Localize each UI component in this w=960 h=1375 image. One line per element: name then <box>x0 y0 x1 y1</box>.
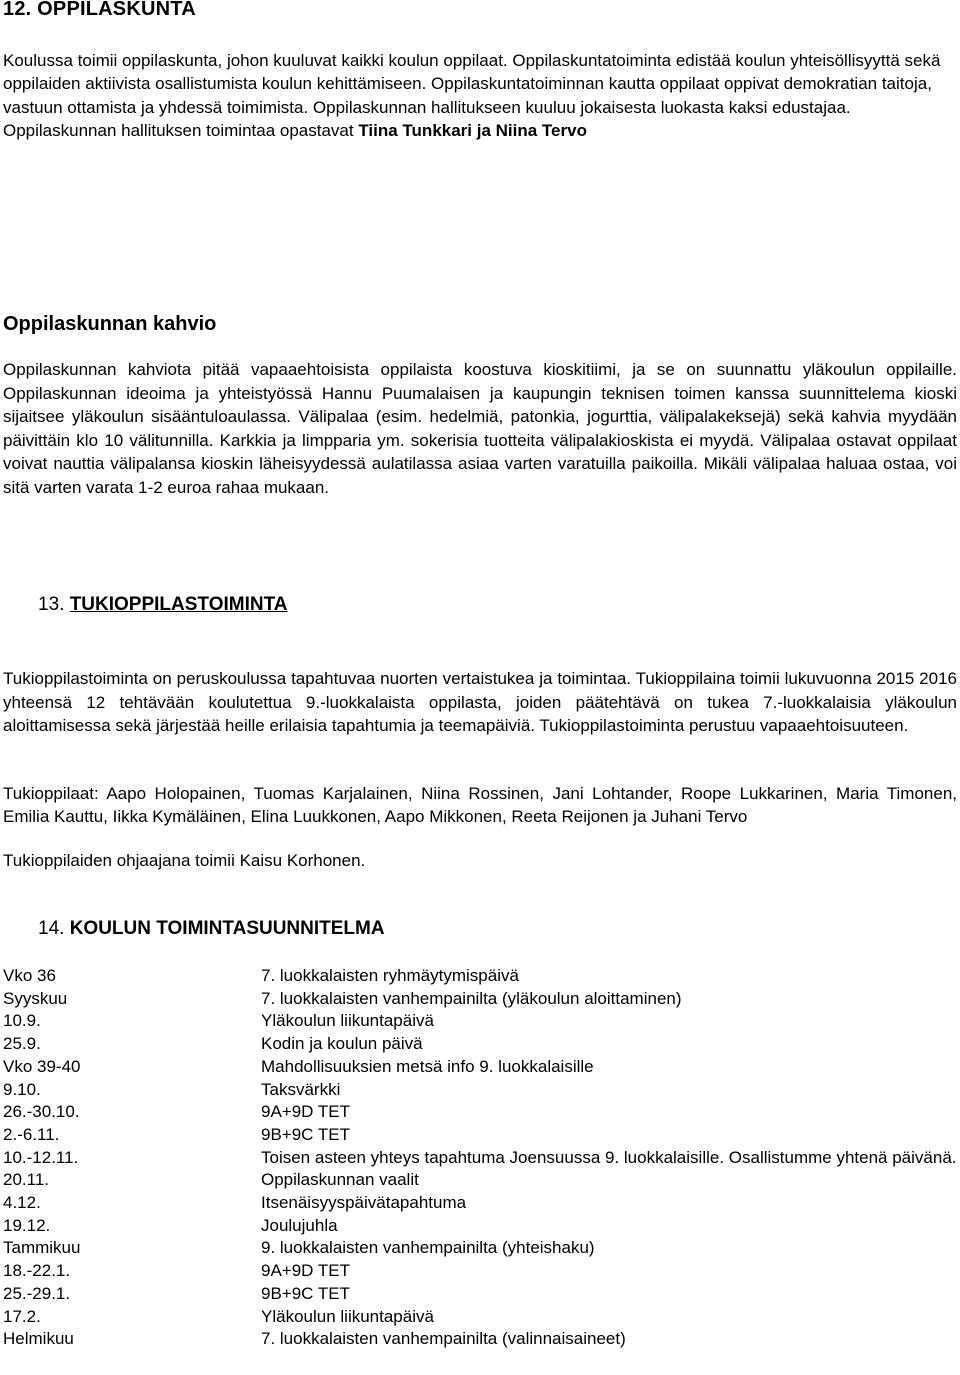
schedule-row <box>3 1079 960 1102</box>
section-13-title: TUKIOPPILASTOIMINTA <box>69 594 288 615</box>
schedule-event: Oppilaskunnan vaalit <box>261 1170 419 1190</box>
schedule-row <box>3 1260 960 1283</box>
schedule-event: 9B+9C TET <box>261 1124 350 1144</box>
schedule-date: Helmikuu <box>3 1329 74 1349</box>
section-12-text: Koulussa toimii oppilaskunta, johon kuuluvat kaikki koulun oppilaat. Oppilaskuntatoiminta edistää koulun yhteisöllisyyttä sekä oppilaiden aktiivista osallistumista koulun kehittämiseen. Oppilaskuntatoiminnan kautta oppilaat oppivat demokratian taitoja, vastuun ottamista ja yhdessä toimimista. Oppilaskunnan hallitukseen kuuluu jokaisesta luokasta kaksi edustajaa. Oppilaskunnan hallituksen toimintaa opastavat <box>3 51 941 140</box>
schedule-date: 25.9. <box>3 1034 41 1054</box>
schedule-date: 25.-29.1. <box>3 1283 71 1303</box>
schedule-date: 18.-22.1. <box>3 1261 71 1281</box>
section-13-paragraph-1: Tukioppilastoiminta on peruskoulussa tapahtuvaa nuorten vertaistukea ja toimintaa. Tukioppilaina toimii lukuvuonna 2015 2016 yhteensä 12 tehtävään koulutettua 9.-luokkalaista oppilasta, joiden päätehtävä on tukea 7.-luokkalaisia yläkoulun aloittamisessa sekä järjestää heille erilaisia tapahtumia ja teemapäiviä. Tukioppilastoiminta perustuu vapaaehtoisuuteen. <box>3 669 957 735</box>
section-13-paragraph-3: Tukioppilaiden ohjaajana toimii Kaisu Korhonen. <box>3 851 366 870</box>
section-14-heading <box>38 918 385 940</box>
schedule-event: Toisen asteen yhteys tapahtuma Joensuussa 9. luokkalaisille. Osallistumme yhtenä päivänä. <box>261 1147 957 1167</box>
schedule-event: Kodin ja koulun päivä <box>261 1034 423 1054</box>
schedule-date: 10.-12.11. <box>3 1147 79 1167</box>
schedule-row <box>3 1169 960 1192</box>
schedule-event: 7. luokkalaisten ryhmäytymispäivä <box>261 966 519 985</box>
schedule-row <box>3 1328 960 1351</box>
schedule-event: 7. luokkalaisten vanhempainilta (yläkoulun aloittaminen) <box>261 988 682 1008</box>
schedule-row <box>3 1237 960 1260</box>
schedule-date: Vko 36 <box>3 966 56 985</box>
schedule-row <box>3 1215 960 1238</box>
schedule-row <box>3 1147 960 1170</box>
schedule-date: Tammikuu <box>3 1238 81 1258</box>
schedule-date: 10.9. <box>3 1011 41 1031</box>
section-13-number: 13. <box>38 594 65 615</box>
schedule-row <box>3 1306 960 1329</box>
schedule-row <box>3 1124 960 1147</box>
schedule-event: Joulujuhla <box>261 1215 338 1235</box>
schedule-event: Taksvärkki <box>261 1079 341 1099</box>
schedule-row <box>3 965 960 988</box>
schedule-date: 26.-30.10. <box>3 1102 80 1122</box>
schedule-date: 20.11. <box>3 1170 50 1190</box>
kahvio-paragraph: Oppilaskunnan kahviota pitää vapaaehtoisista oppilaista koostuva kioskitiimi, ja se on suunnattu yläkoulun oppilaille. Oppilaskunnan ideoima ja yhteistyössä Hannu Puumalaisen ja kaupungin teknisen toimen kanssa suunnittelema kioski sijaitsee yläkoulun sisääntuloaulassa. Välipalaa (esim. hedelmiä, patonkia, jogurttia, välipalakeksejä) sekä kahvia myydään päivittäin klo 10 välitunnilla. Karkkia ja limpparia ym. sokerisia tuotteita välipalakioskista ei myydä. Välipalaa ostavat oppilaat voivat nauttia välipalansa kioskin läheisyydessä aulatilassa asiaa varten varatuilla paikoilla. Mikäli välipalaa haluaa ostaa, voi sitä varten varata 1-2 euroa rahaa mukaan. <box>3 360 957 497</box>
section-12-paragraph <box>3 49 957 142</box>
section-13-paragraph-2: Tukioppilaat: Aapo Holopainen, Tuomas Karjalainen, Niina Rossinen, Jani Lohtander, Roope Lukkarinen, Maria Timonen, Emilia Kauttu, Iikka Kymäläinen, Elina Luukkonen, Aapo Mikkonen, Reeta Reijonen ja Juhani Tervo <box>3 784 957 826</box>
schedule-date: 4.12. <box>3 1193 41 1213</box>
schedule-event: Itsenäisyyspäivätapahtuma <box>261 1193 467 1213</box>
section-12-advisors: Tiina Tunkkari ja Niina Tervo <box>358 120 587 140</box>
schedule-event: Yläkoulun liikuntapäivä <box>261 1306 434 1326</box>
schedule-date: 17.2. <box>3 1306 41 1326</box>
schedule-date: 2.-6.11. <box>3 1124 60 1144</box>
schedule-event: Yläkoulun liikuntapäivä <box>261 1011 434 1031</box>
schedule-date: Vko 39-40 <box>3 1056 81 1076</box>
schedule-event: 9A+9D TET <box>261 1261 350 1281</box>
schedule-date: 19.12. <box>3 1215 51 1235</box>
schedule-event: 9. luokkalaisten vanhempainilta (yhteishaku) <box>261 1238 595 1258</box>
section-14-number: 14. <box>38 918 65 939</box>
schedule-list <box>3 965 960 1351</box>
schedule-row <box>3 1101 960 1124</box>
schedule-row <box>3 1033 960 1056</box>
schedule-row <box>3 988 960 1011</box>
section-13-heading <box>38 594 288 616</box>
section-14-title: KOULUN TOIMINTASUUNNITELMA <box>69 918 385 939</box>
section-12-heading: 12. OPPILASKUNTA <box>3 0 196 20</box>
schedule-row <box>3 1283 960 1306</box>
schedule-row <box>3 1010 960 1033</box>
schedule-date: 9.10. <box>3 1079 41 1099</box>
schedule-event: Mahdollisuuksien metsä info 9. luokkalaisille <box>261 1056 594 1076</box>
schedule-event: 9B+9C TET <box>261 1283 350 1303</box>
schedule-date: Syyskuu <box>3 988 68 1008</box>
kahvio-heading: Oppilaskunnan kahvio <box>3 313 217 335</box>
schedule-event: 9A+9D TET <box>261 1102 350 1122</box>
schedule-row <box>3 1056 960 1079</box>
schedule-event: 7. luokkalaisten vanhempainilta (valinnaisaineet) <box>261 1329 626 1349</box>
schedule-row <box>3 1192 960 1215</box>
